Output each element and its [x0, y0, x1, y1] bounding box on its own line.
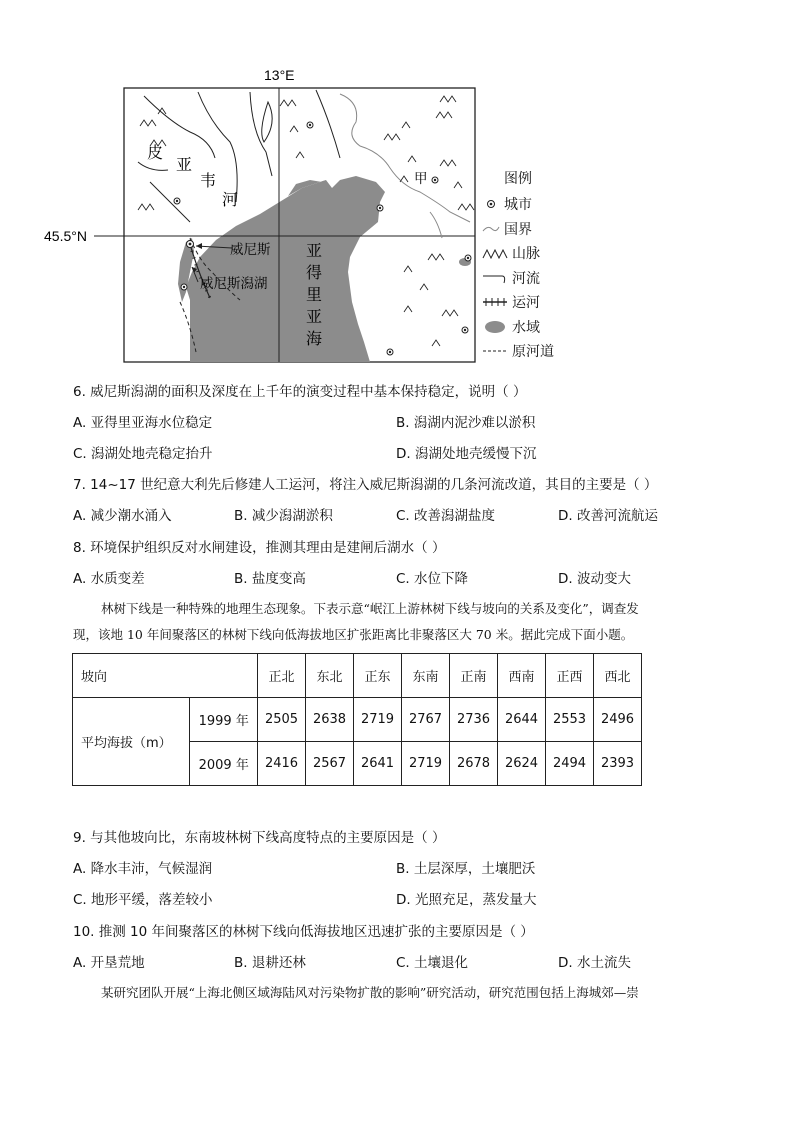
treeline-table [72, 653, 642, 786]
table-cell: 2767 [402, 698, 450, 742]
map-label-lagoon: 威尼斯潟湖 [200, 276, 268, 292]
q10-option-b[interactable]: B. 退耕还林 [234, 955, 306, 971]
question-8: 8. 环境保护组织反对水闸建设，推测其理由是建闸后湖水（ ） [73, 540, 446, 556]
q10-option-a[interactable]: A. 开垦荒地 [73, 955, 145, 971]
table-row-label: 平均海拔（m） [73, 698, 190, 786]
table-cell: 2496 [594, 698, 642, 742]
map-label-adriatic-5: 海 [306, 329, 323, 348]
table-header: 东南 [402, 654, 450, 698]
table-cell: 2641 [354, 742, 402, 786]
q8-option-b[interactable]: B. 盐度变高 [234, 571, 306, 587]
q9-option-d[interactable]: D. 光照充足，蒸发量大 [396, 892, 537, 908]
q6-option-d[interactable]: D. 潟湖处地壳缓慢下沉 [396, 446, 537, 462]
q10-option-c[interactable]: C. 土壤退化 [396, 955, 469, 971]
q8-option-c[interactable]: C. 水位下降 [396, 571, 469, 587]
table-cell: 2567 [306, 742, 354, 786]
table-header: 正北 [258, 654, 306, 698]
legend-label: 山脉 [512, 246, 540, 263]
legend-item-border [482, 217, 592, 242]
water-icon [482, 320, 508, 334]
map-label-venice: 威尼斯 [230, 242, 271, 258]
legend-item-canal [482, 290, 592, 315]
river-icon [482, 272, 508, 284]
map-label-adriatic-1: 亚 [306, 241, 323, 260]
table-cell: 2553 [546, 698, 594, 742]
passage-footer [73, 980, 733, 1006]
table-cell: 2416 [258, 742, 306, 786]
border-icon [482, 223, 500, 235]
legend-label: 运河 [512, 295, 540, 312]
passage-intro [73, 596, 723, 648]
q6-option-c[interactable]: C. 潟湖处地壳稳定抬升 [73, 446, 213, 462]
legend-label: 原河道 [512, 344, 554, 361]
legend-item-city [482, 192, 592, 217]
legend-label: 河流 [512, 270, 540, 287]
passage-line-1: 林树下线是一种特殊的地理生态现象。下表示意“岷江上游林树下线与坡向的关系及变化”，调查发 [101, 601, 639, 616]
q7-option-a[interactable]: A. 减少潮水涌入 [73, 508, 172, 524]
q8-option-a[interactable]: A. 水质变差 [73, 571, 145, 587]
q8-option-d[interactable]: D. 波动变大 [558, 571, 631, 587]
q6-option-b[interactable]: B. 潟湖内泥沙难以淤积 [396, 415, 536, 431]
q10-option-d[interactable]: D. 水土流失 [558, 955, 631, 971]
table-header: 正南 [450, 654, 498, 698]
table-header: 正东 [354, 654, 402, 698]
map-label-piyawei-3: 韦 [200, 171, 217, 190]
legend-item-old-river [482, 339, 592, 364]
table-cell: 2505 [258, 698, 306, 742]
table-cell: 2624 [498, 742, 546, 786]
table-cell: 2719 [402, 742, 450, 786]
q9-option-a[interactable]: A. 降水丰沛，气候湿润 [73, 861, 213, 877]
map-label-piyawei-2: 亚 [176, 155, 193, 174]
question-7: 7. 14~17 世纪意大利先后修建人工运河，将注入威尼斯潟湖的几条河流改道，其目的主要是（ ） [73, 477, 658, 493]
map-label-adriatic-3: 里 [306, 285, 323, 304]
mountain-icon [482, 247, 508, 259]
legend-label: 城市 [504, 197, 532, 214]
table-header-row [73, 654, 642, 698]
map-label-piyawei-1: 皮 [147, 143, 164, 162]
table-cell: 2393 [594, 742, 642, 786]
old-river-icon [482, 345, 508, 357]
table-header: 正西 [546, 654, 594, 698]
table-header: 西南 [498, 654, 546, 698]
table-header: 东北 [306, 654, 354, 698]
map-label-adriatic-2: 得 [306, 263, 323, 282]
map-label-adriatic-4: 亚 [306, 307, 323, 326]
passage-footer-line: 某研究团队开展“上海北侧区域海陆风对污染物扩散的影响”研究活动，研究范围包括上海城郊—崇 [101, 985, 639, 1000]
legend-item-mountain [482, 241, 592, 266]
question-10: 10. 推测 10 年间聚落区的林树下线向低海拔地区迅速扩张的主要原因是（ ） [73, 924, 534, 940]
table-row [73, 698, 642, 742]
table-corner: 坡向 [73, 654, 258, 698]
longitude-label: 13°E [264, 67, 295, 83]
table-cell: 2736 [450, 698, 498, 742]
q9-option-b[interactable]: B. 土层深厚，土壤肥沃 [396, 861, 536, 877]
table-cell: 2644 [498, 698, 546, 742]
canal-icon [482, 296, 508, 308]
table-cell: 2494 [546, 742, 594, 786]
city-icon [482, 198, 500, 210]
q6-option-a[interactable]: A. 亚得里亚海水位稳定 [73, 415, 213, 431]
q7-option-b[interactable]: B. 减少潟湖淤积 [234, 508, 333, 524]
table-year: 2009 年 [190, 742, 258, 786]
table-cell: 2719 [354, 698, 402, 742]
legend-label: 国界 [504, 221, 532, 238]
q7-option-c[interactable]: C. 改善潟湖盐度 [396, 508, 496, 524]
map-label-piyawei-4: 河 [222, 190, 239, 209]
question-6: 6. 威尼斯潟湖的面积及深度在上千年的演变过程中基本保持稳定，说明（ ） [73, 384, 527, 400]
table-header: 西北 [594, 654, 642, 698]
legend-title: 图例 [504, 171, 532, 187]
table-cell: 2638 [306, 698, 354, 742]
legend-item-water [482, 315, 592, 340]
question-9: 9. 与其他坡向比，东南坡林树下线高度特点的主要原因是（ ） [73, 830, 446, 846]
legend-item-river [482, 266, 592, 291]
table-year: 1999 年 [190, 698, 258, 742]
map-legend [482, 168, 592, 364]
passage-line-2: 现，该地 10 年间聚落区的林树下线向低海拔地区扩张距离比非聚落区大 70 米。据此完成下面小题。 [73, 627, 634, 642]
latitude-label: 45.5°N [44, 228, 87, 244]
q7-option-d[interactable]: D. 改善河流航运 [558, 508, 658, 524]
legend-label: 水域 [512, 319, 540, 336]
q9-option-c[interactable]: C. 地形平缓，落差较小 [73, 892, 213, 908]
map-label-jia: 甲 [414, 171, 428, 187]
table-cell: 2678 [450, 742, 498, 786]
